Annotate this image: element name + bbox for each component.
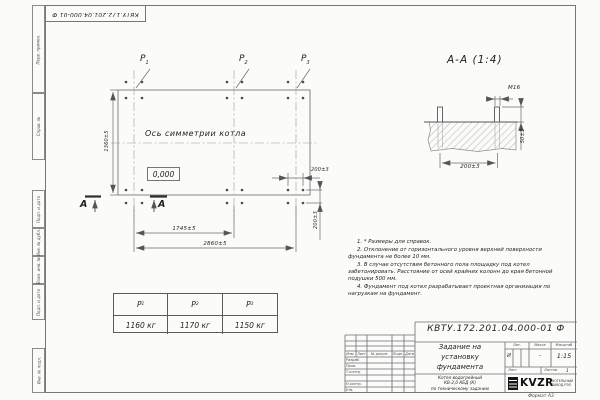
scale-value: 1:15 bbox=[556, 352, 572, 360]
zero-level-mark bbox=[147, 167, 180, 181]
note-1: 1. * Размеры для справок. bbox=[357, 239, 432, 245]
load-table-value-p1: 1160 кг bbox=[114, 316, 168, 334]
side-label: Инв. № дубл. bbox=[36, 228, 41, 256]
format-label: Формат А3 bbox=[528, 394, 554, 399]
dim-1360: 1360±5 bbox=[104, 130, 110, 152]
product-name-line-2: КВ-2,0 КБД (К) bbox=[443, 380, 477, 385]
load-point-label-p3 bbox=[301, 54, 310, 66]
load-table-value-p3: 1150 кг bbox=[234, 320, 265, 330]
rev-header-izm: Изм. bbox=[346, 351, 355, 356]
dim-2860: 2860±5 bbox=[203, 241, 227, 247]
side-label: Справ. № bbox=[36, 116, 41, 137]
load-table bbox=[113, 293, 278, 333]
top-stamp-box bbox=[45, 5, 146, 22]
load-table-header-p3 bbox=[223, 294, 277, 316]
side-label: Взам. инв. № bbox=[36, 256, 42, 284]
p2-symbol: Р bbox=[191, 300, 196, 309]
side-label: Подп. и дата bbox=[36, 288, 41, 316]
dim-200-vertical: 200±3 bbox=[313, 211, 319, 229]
p1-base: Р bbox=[140, 54, 146, 64]
side-box-inv-dubl bbox=[32, 228, 45, 256]
sign-label-utv: Утв. bbox=[346, 387, 354, 392]
rev-header-data: Дата bbox=[404, 351, 415, 356]
rev-header-ndokum: № докум. bbox=[370, 351, 389, 356]
drawing-title-line-1: Задание на bbox=[438, 343, 482, 351]
p1-sub: 1 bbox=[145, 59, 149, 66]
dim-1745: 1745±5 bbox=[172, 226, 196, 232]
technical-notes bbox=[348, 239, 576, 299]
drawing-title-line-3: фундамента bbox=[436, 363, 484, 371]
sign-label-prov: Пров. bbox=[346, 363, 357, 368]
sheets-label: Листов bbox=[544, 368, 558, 372]
side-box-sprav-n bbox=[32, 93, 45, 160]
p3-sub: 3 bbox=[306, 59, 310, 66]
doc-number: КВТУ.172.201.04.000-01 Ф bbox=[427, 324, 565, 334]
product-name-line-1: Котел водогрейный bbox=[438, 374, 482, 380]
side-box-vzam-inv bbox=[32, 256, 45, 284]
section-dim-50: 50±3 bbox=[520, 128, 526, 144]
logo-caption-line-1: КОТЕЛЬНЫЙ bbox=[552, 379, 573, 383]
side-box-podp-data-2 bbox=[32, 284, 45, 320]
bolt-thread-label-m16: М16 bbox=[508, 85, 521, 91]
side-label: Перв. примен. bbox=[36, 33, 41, 65]
sheets-value: 1 bbox=[566, 367, 569, 373]
p1-sub: 1 bbox=[141, 302, 145, 307]
load-table-header-p1 bbox=[114, 294, 168, 316]
dim-200-horizontal: 200±3 bbox=[311, 167, 329, 173]
top-stamp-text: КВТУ.172.201.04.000-01 Ф bbox=[52, 10, 139, 17]
p3-symbol: Р bbox=[246, 300, 251, 309]
side-label: Подп. и дата bbox=[36, 195, 41, 223]
p2-sub: 2 bbox=[195, 302, 199, 307]
load-point-label-p1 bbox=[140, 54, 149, 66]
kvzr-logo-icon bbox=[508, 377, 518, 390]
side-box-inv-podl bbox=[32, 348, 45, 393]
side-box-perv-primen bbox=[32, 5, 45, 93]
load-point-label-p2 bbox=[239, 54, 248, 66]
note-2: 2. Отклонение от горизонтального уровня верхней поверхности фундамента не более 10 мм. bbox=[348, 247, 542, 261]
sheet-label: Лист bbox=[508, 368, 517, 372]
side-label: Инв. № подл. bbox=[36, 356, 42, 385]
section-letter-a-right: А bbox=[158, 199, 166, 210]
lit-value: И bbox=[507, 353, 511, 359]
product-name-line-3: по техническому заданию bbox=[430, 385, 490, 391]
mass-label: Масса bbox=[534, 343, 546, 347]
kvzr-logo-caption bbox=[552, 379, 573, 387]
p3-sub: 3 bbox=[250, 302, 254, 307]
sign-label-tkontr: Т.контр. bbox=[346, 369, 362, 374]
note-4: 4. Фундамент под котел разрабатывает проектная организация по нагрузкам на фундамент. bbox=[348, 284, 551, 298]
zero-level-value: 0,000 bbox=[152, 169, 175, 179]
kvzr-logo-text: KVZR bbox=[520, 377, 554, 389]
section-dim-200: 200±3 bbox=[460, 164, 480, 170]
p2-base: Р bbox=[239, 54, 245, 64]
sign-label-nkontr: Н.контр. bbox=[346, 381, 362, 386]
axis-of-symmetry-label: Ось симметрии котла bbox=[145, 129, 247, 138]
load-table-header-p2 bbox=[168, 294, 222, 316]
sign-label-razrab: Разраб. bbox=[346, 357, 360, 362]
rev-header-list: Лист bbox=[357, 351, 366, 356]
p2-sub: 2 bbox=[244, 59, 248, 66]
mass-value: - bbox=[539, 353, 541, 359]
p3-base: Р bbox=[301, 54, 307, 64]
load-table-value-p2: 1170 кг bbox=[168, 316, 222, 334]
lit-label: Лит. bbox=[512, 343, 522, 347]
logo-caption-line-2: ЗАВОД РЭП bbox=[552, 383, 571, 387]
p1-symbol: Р bbox=[136, 300, 142, 309]
note-3: 3. В случае отсутствия бетонного пола площадку под котел забетонировать. Расстояние от осей крайних колонн до края бетонной подушки 500 мм. bbox=[348, 262, 553, 283]
side-box-podp-data-1 bbox=[32, 190, 45, 228]
drawing-title-line-2: установку bbox=[441, 353, 479, 361]
scale-label: Масштаб bbox=[555, 343, 573, 347]
section-letter-a-left: А bbox=[80, 199, 88, 210]
rev-header-podp: Подп. bbox=[392, 351, 404, 356]
section-view-title: А-А (1:4) bbox=[447, 54, 503, 66]
